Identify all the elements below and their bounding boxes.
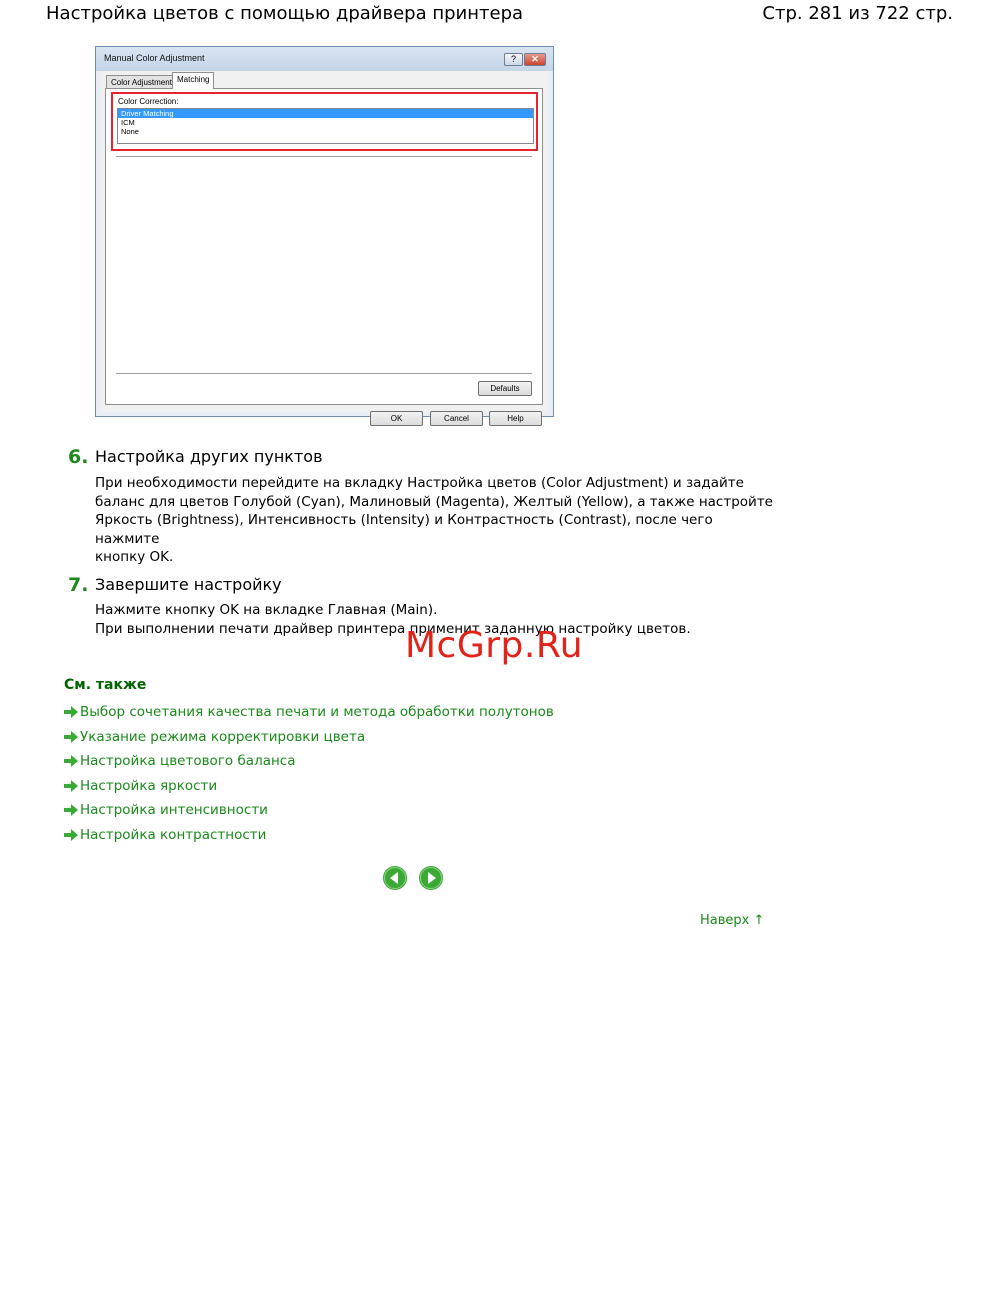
link-text[interactable]: Настройка яркости <box>80 777 218 794</box>
page-counter: Стр. 281 из 722 стр. <box>762 3 953 24</box>
divider <box>116 156 532 158</box>
arrow-right-icon <box>64 780 78 792</box>
see-also-link[interactable] <box>64 725 554 750</box>
dialog-title: Manual Color Adjustment <box>104 53 205 63</box>
matching-panel <box>105 88 543 405</box>
see-also-link[interactable] <box>64 749 554 774</box>
tab-matching[interactable]: Matching <box>172 72 214 89</box>
see-also-link[interactable] <box>64 823 554 848</box>
cancel-button[interactable]: Cancel <box>430 411 483 426</box>
option-none[interactable]: None <box>121 127 139 136</box>
tab-color-adjustment[interactable]: Color Adjustment <box>106 75 177 90</box>
text-line: баланс для цветов Голубой (Cyan), Малиновый (Magenta), Желтый (Yellow), а также настройте <box>95 493 773 510</box>
divider <box>116 373 532 375</box>
text-line: Нажмите кнопку OK на вкладке Главная (Main). <box>95 602 438 618</box>
help-icon[interactable]: ? <box>504 53 523 66</box>
see-also-link[interactable] <box>64 774 554 799</box>
step-description <box>95 474 775 567</box>
arrow-right-icon <box>64 755 78 767</box>
link-text[interactable]: Настройка интенсивности <box>80 802 268 819</box>
see-also-link[interactable] <box>64 798 554 823</box>
link-text[interactable]: Указание режима корректировки цвета <box>80 728 366 745</box>
back-to-top-link[interactable]: Наверх ↑ <box>700 913 765 928</box>
page-navigation <box>383 866 443 890</box>
close-icon[interactable]: ✕ <box>524 53 546 66</box>
dialog-titlebar <box>96 47 553 71</box>
step-title: Завершите настройку <box>95 575 282 594</box>
see-also-link[interactable] <box>64 700 554 725</box>
link-text[interactable]: Выбор сочетания качества печати и метода обработки полутонов <box>80 704 554 721</box>
step-title: Настройка других пунктов <box>95 447 323 466</box>
link-text[interactable]: Настройка контрастности <box>80 826 267 843</box>
watermark: McGrp.Ru <box>405 625 584 666</box>
highlight-frame <box>111 92 538 151</box>
defaults-button[interactable]: Defaults <box>478 381 532 396</box>
arrow-right-icon <box>64 804 78 816</box>
dialog-client-area <box>101 71 548 423</box>
arrow-right-icon <box>64 706 78 718</box>
step-number: 6. <box>68 446 89 468</box>
color-correction-listbox[interactable] <box>117 108 534 144</box>
arrow-right-icon <box>64 731 78 743</box>
step-number: 7. <box>68 574 89 596</box>
option-icm[interactable]: ICM <box>121 118 135 127</box>
arrow-right-icon <box>64 829 78 841</box>
see-also-heading: См. также <box>64 677 147 693</box>
option-driver-matching[interactable]: Driver Matching <box>118 109 533 118</box>
text-line: При необходимости перейдите на вкладку Настройка цветов (Color Adjustment) и задайте <box>95 475 744 491</box>
color-correction-label: Color Correction: <box>118 97 179 106</box>
text-line: При выполнении печати драйвер принтера применит заданную настройку цветов. <box>95 620 691 637</box>
text-line: Яркость (Brightness), Интенсивность (Intensity) и Контрастность (Contrast), после чего нажмите <box>95 512 713 547</box>
see-also-list <box>64 700 554 847</box>
prev-page-icon[interactable] <box>383 866 407 890</box>
text-line: кнопку OK. <box>95 549 174 566</box>
ok-button[interactable]: OK <box>370 411 423 426</box>
page-title: Настройка цветов с помощью драйвера принтера <box>46 3 524 24</box>
link-text[interactable]: Настройка цветового баланса <box>80 753 296 770</box>
help-button[interactable]: Help <box>489 411 542 426</box>
manual-color-adjustment-dialog <box>95 46 554 423</box>
next-page-icon[interactable] <box>419 866 443 890</box>
